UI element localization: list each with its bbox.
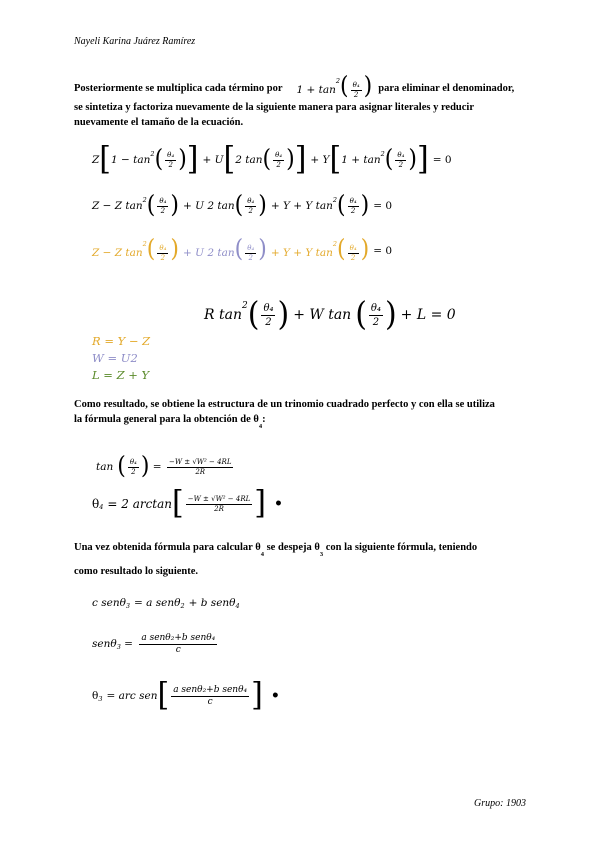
equation-8: senθ $_3$ = $\frac{\text{a senθ₂+b senθ₄}}{c}$ [92, 632, 216, 655]
z-term: Z − Z $\tan^2$( $\frac{\text{θ₄}}{2}$ ) [92, 235, 180, 264]
def-W: W = U2 [92, 351, 138, 365]
paragraph-2 [74, 397, 544, 431]
equation-9: θ $_3$ = arc sen [ $\frac{\text{a senθ₂+b senθ₄}}{c}$ ] • [92, 677, 280, 714]
paragraph-3 [74, 538, 534, 582]
para1-text-a: Posteriormente se multiplica cada término por [74, 82, 283, 94]
equation-5: tan ( $\frac{\text{θ₄}}{2}$ ) = $\frac{\text{−W ± √W² − 4RL}}{2R}$ [96, 452, 232, 481]
def-L: L = Z + Y [92, 368, 150, 382]
equation-3-colored: Z − Z $\tan^2$( $\frac{\text{θ₄}}{2}$ ) + U 2 tan( $\frac{\text{θ₄}}{2}$ ) + Y + Y $\tan^2$( $\frac{\text{θ₄}}{2}$ ) = 0 [92, 235, 393, 264]
def-R: R = Y − Z [92, 334, 151, 348]
equation-1: Z [ 1 − tan $^2$ ( $\frac{\text{θ₄}}{2}$ ) ] + U [ 2 tan ( $\frac{\text{θ₄}}{2}$ ) ] + Y [ 1 + tan $^2$ ( $\frac{\text{θ₄}}{2}$ ) ] = 0 [92, 141, 452, 178]
equation-6: θ $_4$ = 2 arctan [ $\frac{\text{−W ± √W² − 4RL}}{2R}$ ] • [92, 485, 283, 522]
para1-factor: $1 + \tan^2$( $\frac{\text{θ₄}}{2}$ ) [296, 72, 373, 101]
para2-line2: la fórmula general para la obtención de $\theta_4$: [74, 414, 266, 431]
para1-text-b: para eliminar el denominador, [378, 82, 515, 94]
equation-2: Z − Z tan $^2$ ( $\frac{\text{θ₄}}{2}$ ) + U 2 tan ( $\frac{\text{θ₄}}{2}$ ) + Y + Y tan $^2$ ( $\frac{\text{θ₄}}{2}$ ) = 0 [92, 191, 393, 220]
equation-4-trinomial: R tan $^2$ ( $\frac{\text{θ₄}}{2}$ ) + W tan ( $\frac{\text{θ₄}}{2}$ ) + L = 0 [204, 295, 456, 334]
literal-definitions [92, 333, 150, 384]
footer-group: Grupo: 1903 [474, 798, 526, 809]
para1-line2: se sintetiza y factoriza nuevamente de la siguiente manera para asignar literales y reducir [74, 102, 474, 113]
equation-7: c senθ $_3$ = a senθ $_2$ + b senθ $_4$ [92, 597, 240, 610]
paragraph-1 [74, 72, 534, 130]
para3-line1: Una vez obtenida fórmula para calcular $\theta_4$ se despeja $\theta_3$ con la siguiente fórmula, teniendo [74, 542, 478, 559]
header-author: Nayeli Karina Juárez Ramírez [74, 36, 196, 47]
para1-line3: nuevamente el tamaño de la ecuación. [74, 117, 244, 128]
y-term: + Y + Y $\tan^2$( $\frac{\text{θ₄}}{2}$ ) [270, 235, 370, 264]
para2-line1: Como resultado, se obtiene la estructura de un trinomio cuadrado perfecto y con ella se utiliza [74, 399, 495, 410]
u-term: + U 2 tan( $\frac{\text{θ₄}}{2}$ ) [183, 235, 267, 264]
para3-line2: como resultado lo siguiente. [74, 566, 199, 578]
